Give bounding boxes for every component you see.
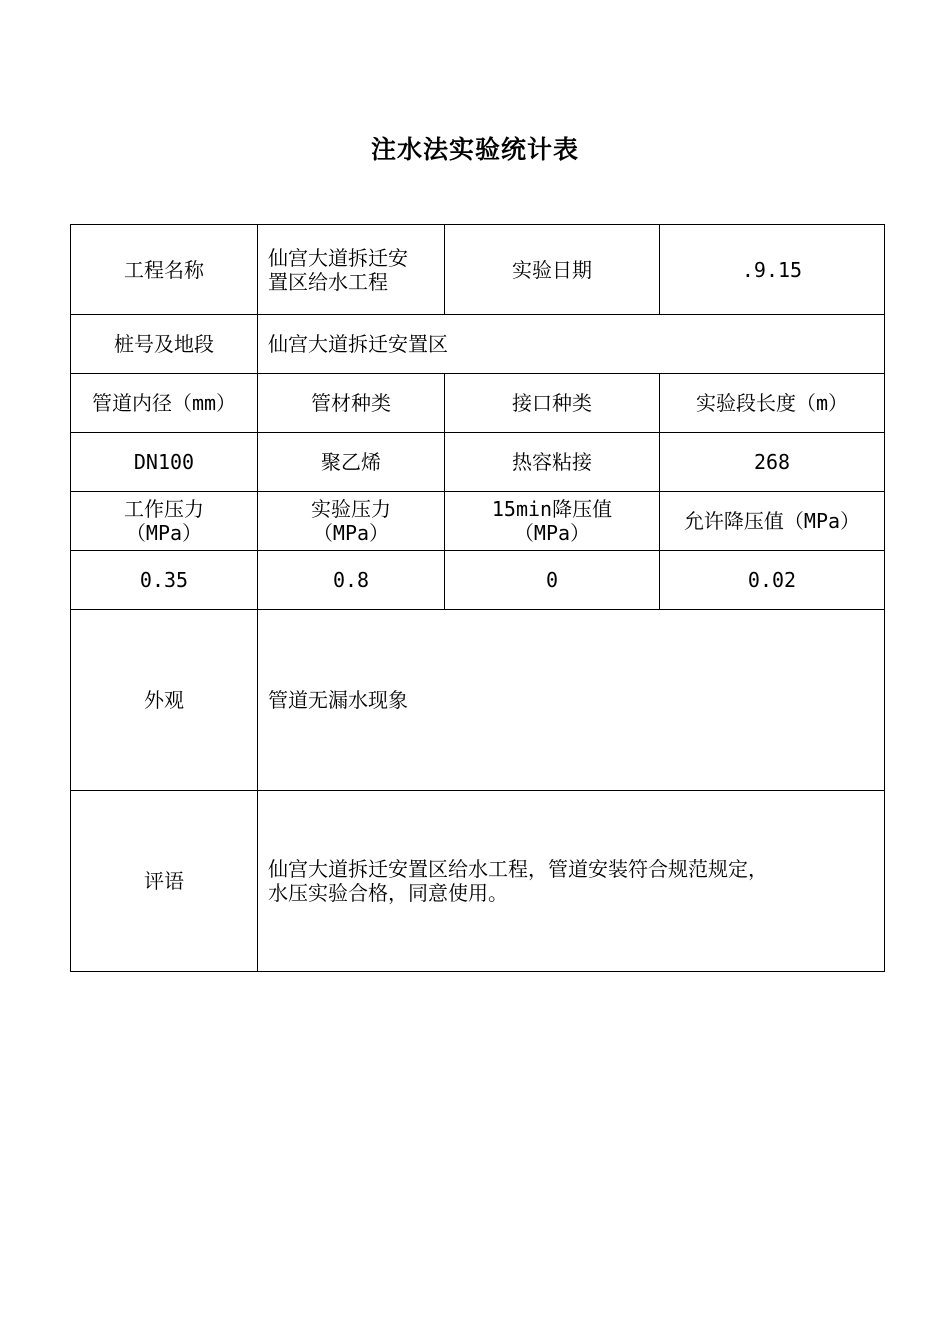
test-length-header: 实验段长度（m） (660, 374, 885, 433)
test-pressure-value: 0.8 (258, 551, 445, 610)
comment-line1: 仙宫大道拆迁安置区给水工程，管道安装符合规范规定， (268, 857, 768, 881)
drop-15min-header (445, 492, 660, 551)
comment-value (258, 791, 885, 972)
section-value: 仙宫大道拆迁安置区 (258, 315, 885, 374)
test-date-label: 实验日期 (445, 225, 660, 315)
working-pressure-header-line1: 工作压力 (124, 497, 204, 521)
comment-line2: 水压实验合格，同意使用。 (268, 881, 508, 905)
table-row-pressure-headers (71, 492, 885, 551)
page-title: 注水法实验统计表 (370, 135, 579, 164)
section-label: 桩号及地段 (71, 315, 258, 374)
project-name-value (258, 225, 445, 315)
table-row-appearance (71, 610, 885, 791)
comment-label: 评语 (71, 791, 258, 972)
project-name-label: 工程名称 (71, 225, 258, 315)
test-statistics-table (70, 224, 885, 972)
working-pressure-header-line2: （MPa） (125, 521, 203, 545)
table-row-section (71, 315, 885, 374)
test-length-value: 268 (660, 433, 885, 492)
table-row-comment (71, 791, 885, 972)
drop-15min-header-line2: （MPa） (513, 521, 591, 545)
joint-type-header: 接口种类 (445, 374, 660, 433)
joint-type-value: 热容粘接 (445, 433, 660, 492)
test-date-value: .9.15 (660, 225, 885, 315)
allowed-drop-value: 0.02 (660, 551, 885, 610)
pipe-diameter-header: 管道内径（mm） (71, 374, 258, 433)
test-pressure-header (258, 492, 445, 551)
working-pressure-header (71, 492, 258, 551)
project-name-line1: 仙宫大道拆迁安 (268, 245, 408, 270)
table-row-pipe-headers (71, 374, 885, 433)
drop-15min-value: 0 (445, 551, 660, 610)
test-pressure-header-line1: 实验压力 (311, 497, 391, 521)
project-name-line2: 置区给水工程 (268, 269, 388, 294)
pipe-material-header: 管材种类 (258, 374, 445, 433)
appearance-label: 外观 (71, 610, 258, 791)
drop-15min-header-line1: 15min降压值 (491, 497, 613, 521)
allowed-drop-header: 允许降压值（MPa） (660, 492, 885, 551)
table-row-pressure-values (71, 551, 885, 610)
test-pressure-header-line2: （MPa） (312, 521, 390, 545)
pipe-diameter-value: DN100 (71, 433, 258, 492)
table-row-pipe-values (71, 433, 885, 492)
pipe-material-value: 聚乙烯 (258, 433, 445, 492)
working-pressure-value: 0.35 (71, 551, 258, 610)
table-row-project (71, 225, 885, 315)
appearance-value: 管道无漏水现象 (258, 610, 885, 791)
